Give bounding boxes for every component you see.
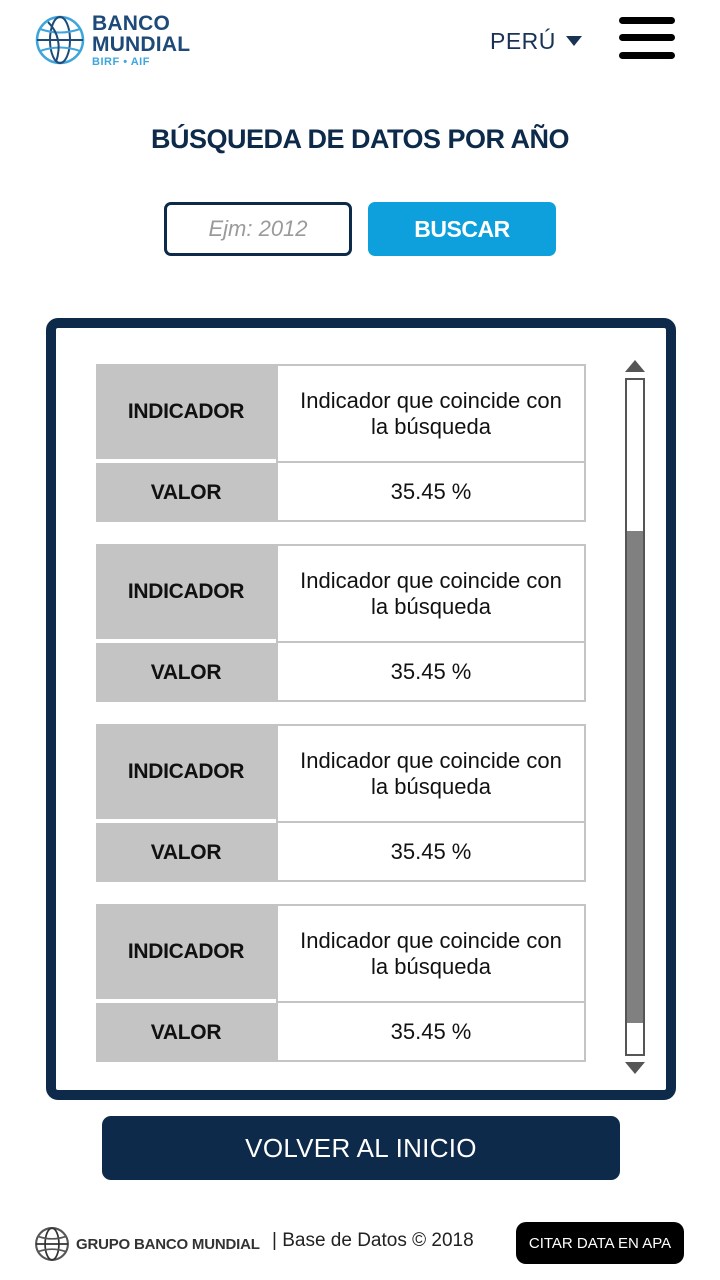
- result-card: [96, 364, 586, 522]
- value-cell: 35.45 %: [276, 1001, 586, 1062]
- results-panel: [46, 318, 676, 1100]
- banco-mundial-logo[interactable]: [34, 11, 274, 68]
- caret-down-icon: [566, 36, 582, 46]
- result-card: [96, 724, 586, 882]
- value-label: VALOR: [96, 823, 276, 882]
- indicator-label: INDICADOR: [96, 904, 276, 999]
- indicator-label: INDICADOR: [96, 364, 276, 459]
- indicator-value: Indicador que coincide con la búsqueda: [276, 724, 586, 823]
- results-scrollbar[interactable]: [624, 360, 646, 1076]
- scroll-track[interactable]: [625, 378, 645, 1056]
- logo-subtitle: BIRF • AIF: [92, 55, 150, 68]
- scroll-down-icon[interactable]: [625, 1062, 645, 1074]
- country-selector[interactable]: [490, 26, 582, 56]
- search-button[interactable]: BUSCAR: [368, 202, 556, 256]
- value-cell: 35.45 %: [276, 641, 586, 702]
- country-label: PERÚ: [490, 27, 556, 54]
- scroll-thumb[interactable]: [627, 531, 643, 1023]
- value-label: VALOR: [96, 463, 276, 522]
- footer-copyright: | Base de Datos © 2018: [272, 1230, 474, 1251]
- result-card: [96, 904, 586, 1062]
- value-cell: 35.45 %: [276, 821, 586, 882]
- value-label: VALOR: [96, 1003, 276, 1062]
- logo-title: BANCO MUNDIAL: [92, 11, 191, 56]
- header: [0, 0, 720, 90]
- results-list: [96, 364, 586, 1084]
- scroll-up-icon[interactable]: [625, 360, 645, 372]
- cite-apa-button[interactable]: CITAR DATA EN APA: [516, 1222, 684, 1264]
- indicator-value: Indicador que coincide con la búsqueda: [276, 544, 586, 643]
- value-label: VALOR: [96, 643, 276, 702]
- year-search-input[interactable]: [164, 202, 352, 256]
- page-title: BÚSQUEDA DE DATOS POR AÑO: [150, 124, 570, 154]
- result-card: [96, 544, 586, 702]
- footer-logo-text: GRUPO BANCO MUNDIAL: [76, 1235, 260, 1253]
- globe-icon: [34, 14, 86, 66]
- back-home-button[interactable]: VOLVER AL INICIO: [102, 1116, 620, 1180]
- indicator-value: Indicador que coincide con la búsqueda: [276, 904, 586, 1003]
- value-cell: 35.45 %: [276, 461, 586, 522]
- hamburger-menu-icon[interactable]: [619, 17, 675, 59]
- footer-logo[interactable]: [34, 1224, 260, 1264]
- globe-icon: [34, 1226, 70, 1262]
- indicator-label: INDICADOR: [96, 724, 276, 819]
- indicator-label: INDICADOR: [96, 544, 276, 639]
- indicator-value: Indicador que coincide con la búsqueda: [276, 364, 586, 463]
